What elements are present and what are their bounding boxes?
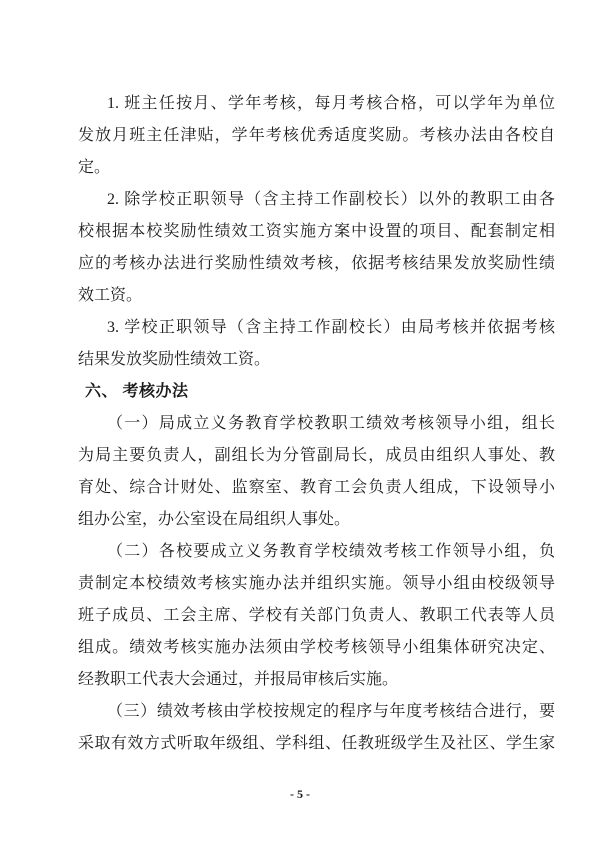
paragraph-line: 责制定本校绩效考核实施办法并组织实施。领导小组由校级领导 bbox=[78, 575, 555, 592]
document-body bbox=[78, 88, 555, 760]
paragraph-line: 定。 bbox=[78, 159, 111, 176]
paragraph-line: 校根据本校奖励性绩效工资实施方案中设置的项目、配套制定相 bbox=[78, 223, 555, 240]
section-heading: 六、 考核办法 bbox=[85, 383, 189, 400]
paragraph-line: （一）局成立义务教育学校教职工绩效考核领导小组，组长 bbox=[107, 415, 555, 432]
paragraph-line: 采取有效方式听取年级组、学科组、任教班级学生及社区、学生家 bbox=[78, 735, 555, 752]
paragraph-line: 应的考核办法进行奖励性绩效考核，依据考核结果发放奖励性绩 bbox=[78, 255, 555, 272]
paragraph-item-2 bbox=[78, 184, 555, 312]
paragraph-line: 发放月班主任津贴，学年考核优秀适度奖励。考核办法由各校自 bbox=[78, 127, 555, 144]
section-paragraph-2 bbox=[78, 536, 555, 696]
paragraph-line: 育处、综合计财处、监察室、教育工会负责人组成，下设领导小 bbox=[78, 479, 555, 496]
section-paragraph-1 bbox=[78, 408, 555, 536]
paragraph-line: 1. 班主任按月、学年考核，每月考核合格，可以学年为单位 bbox=[107, 95, 555, 112]
page-number: - 5 - bbox=[290, 787, 310, 801]
paragraph-line: 结果发放奖励性绩效工资。 bbox=[78, 351, 271, 368]
section-paragraph-3 bbox=[78, 696, 555, 760]
paragraph-line: 2. 除学校正职领导（含主持工作副校长）以外的教职工由各 bbox=[107, 191, 555, 208]
paragraph-item-1 bbox=[78, 88, 555, 184]
paragraph-line: 组办公室，办公室设在局组织人事处。 bbox=[78, 511, 351, 528]
paragraph-line: 为局主要负责人，副组长为分管副局长，成员由组织人事处、教 bbox=[78, 447, 555, 464]
paragraph-line: （二）各校要成立义务教育学校绩效考核工作领导小组，负 bbox=[107, 543, 555, 560]
paragraph-line: 组成。绩效考核实施办法须由学校考核领导小组集体研究决定、 bbox=[78, 639, 555, 656]
paragraph-item-3 bbox=[78, 312, 555, 376]
paragraph-line: 3. 学校正职领导（含主持工作副校长）由局考核并依据考核 bbox=[107, 319, 555, 336]
paragraph-line: 班子成员、工会主席、学校有关部门负责人、教职工代表等人员 bbox=[78, 607, 555, 624]
paragraph-line: 效工资。 bbox=[78, 287, 143, 304]
paragraph-line: （三）绩效考核由学校按规定的程序与年度考核结合进行，要 bbox=[107, 703, 555, 720]
paragraph-line: 经教职工代表大会通过，并报局审核后实施。 bbox=[78, 671, 399, 688]
